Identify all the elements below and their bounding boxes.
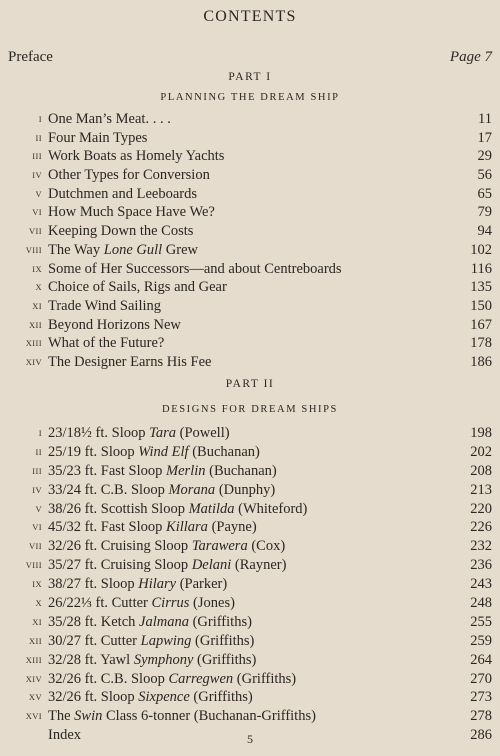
entry-title-part: (Cox) <box>247 538 286 555</box>
entry-title-part: 30/27 ft. Cutter <box>48 632 141 649</box>
entry-title-part: Trade Wind Sailing <box>48 297 162 314</box>
entry-page: 202 <box>470 443 492 460</box>
toc-entry <box>0 651 500 670</box>
page-title: CONTENTS <box>203 8 297 25</box>
entry-title-italic: Carregwen <box>168 670 234 687</box>
entry-page: 248 <box>470 595 492 612</box>
entry-title-italic: Lapwing <box>140 632 192 649</box>
entry-page: 273 <box>470 689 492 706</box>
entry-title-part: 32/26 ft. Cruising Sloop <box>48 538 192 555</box>
entry-title-part: 25/19 ft. Sloop <box>48 443 139 460</box>
entry-title-part: 35/27 ft. Cruising Sloop <box>48 557 192 574</box>
entry-title-part: (Jones) <box>189 595 235 612</box>
entry-title-italic: Tara <box>149 425 176 441</box>
entry-page: 11 <box>478 111 492 127</box>
entry-title-part: 35/23 ft. Fast Sloop <box>48 462 167 479</box>
entry-title-part: 33/24 ft. C.B. Sloop <box>48 481 169 498</box>
entry-title-italic: Swin <box>74 708 103 725</box>
toc-entry <box>0 222 500 241</box>
entry-title <box>48 688 253 707</box>
entry-title <box>48 260 342 279</box>
chapter-numeral: V <box>35 503 42 514</box>
entry-title-part: (Buchanan) <box>205 462 277 479</box>
entry-title-part: Grew <box>162 241 198 258</box>
toc-entry <box>0 481 500 500</box>
toc-entry <box>0 518 500 537</box>
entry-title-part: (Griffiths) <box>193 651 257 668</box>
entry-title <box>48 147 224 166</box>
entry-title-part: (Powell) <box>176 425 230 441</box>
toc-entry <box>0 424 500 443</box>
toc-entry <box>0 147 500 166</box>
chapter-numeral: XIII <box>25 338 42 349</box>
toc-entry <box>0 203 500 222</box>
entry-page: 259 <box>470 632 492 649</box>
chapter-numeral: IV <box>32 484 42 495</box>
entry-title-italic: Cirrus <box>151 595 190 612</box>
entry-page: 186 <box>470 353 492 370</box>
entry-title <box>48 129 147 148</box>
entry-page: 232 <box>470 538 492 555</box>
entry-page: 255 <box>470 613 492 630</box>
entry-page: 286 <box>470 727 492 744</box>
entry-title-italic: Symphony <box>133 651 194 668</box>
entry-page: 213 <box>470 481 492 498</box>
chapter-numeral: I <box>38 428 42 438</box>
toc-entry <box>0 166 500 185</box>
chapter-numeral: IV <box>32 170 42 181</box>
toc-entry <box>0 316 500 335</box>
entry-title <box>48 651 256 670</box>
chapter-numeral: IX <box>32 579 42 590</box>
entry-title-italic: Matilda <box>188 500 235 517</box>
chapter-numeral: XVI <box>25 711 42 722</box>
toc-entry <box>0 688 500 707</box>
toc-entry <box>0 353 500 372</box>
toc-entry <box>0 594 500 613</box>
entry-title <box>48 670 296 689</box>
entry-title-part: 35/28 ft. Ketch <box>48 613 140 630</box>
entry-page: 150 <box>470 297 492 314</box>
chapter-numeral: V <box>35 188 42 199</box>
entry-title <box>48 707 316 726</box>
entry-title-part: Four Main Types <box>48 129 148 146</box>
toc-entry <box>0 462 500 481</box>
entry-title-part: 45/32 ft. Fast Sloop <box>48 519 167 536</box>
chapter-numeral: VII <box>29 541 42 552</box>
toc-entry <box>0 278 500 297</box>
entry-title-part: The Designer Earns His Fee <box>48 353 212 370</box>
part2-heading: PART II <box>225 378 275 390</box>
entry-title-italic: Killara <box>166 519 208 536</box>
entry-title-part: (Griffiths) <box>188 613 252 630</box>
entry-title-part: Class 6-tonner (Buchanan-Griffiths) <box>102 708 316 725</box>
entry-title-part: Work Boats as Homely Yachts <box>48 148 225 165</box>
entry-page: 178 <box>470 335 492 352</box>
entry-title-italic: Jalmana <box>139 613 189 630</box>
entry-title-italic: Hilary <box>138 576 177 593</box>
entry-title <box>48 316 181 335</box>
chapter-numeral: X <box>35 598 42 609</box>
entry-title <box>48 594 235 613</box>
chapter-numeral: VI <box>32 207 42 218</box>
entry-title-part: Beyond Horizons New <box>48 316 181 333</box>
toc-entry <box>0 334 500 353</box>
chapter-numeral: XII <box>29 635 42 646</box>
entry-title-part: (Griffiths) <box>191 632 255 649</box>
chapter-numeral: I <box>38 114 42 124</box>
entry-title <box>48 462 277 481</box>
toc-entry <box>0 670 500 689</box>
toc-entry <box>0 575 500 594</box>
toc-entry <box>0 260 500 279</box>
chapter-numeral: III <box>32 151 42 162</box>
entry-title-part: 38/26 ft. Scottish Sloop <box>48 500 189 517</box>
toc-entry <box>0 110 500 129</box>
entry-title-part: (Griffiths) <box>189 689 253 706</box>
part1-entry-list <box>0 110 500 372</box>
preface-label: Preface <box>8 49 53 65</box>
entry-title-part: 26/22⅓ ft. Cutter <box>48 595 152 612</box>
entry-title <box>48 500 307 519</box>
chapter-numeral: X <box>35 282 42 293</box>
entry-title-part: How Much Space Have We? <box>48 204 215 221</box>
entry-page: 167 <box>470 316 492 333</box>
entry-title-part: (Buchanan) <box>188 443 260 460</box>
entry-title <box>48 166 210 185</box>
entry-title-part: Keeping Down the Costs <box>48 223 194 240</box>
entry-title-part: (Payne) <box>207 519 257 536</box>
entry-title <box>48 222 193 241</box>
entry-title-italic: Morana <box>168 481 216 498</box>
part2-entry-list <box>0 424 500 745</box>
chapter-numeral: XIV <box>25 356 42 367</box>
chapter-numeral: VIII <box>25 560 42 571</box>
entry-page: 198 <box>470 425 492 441</box>
entry-page: 94 <box>477 223 492 240</box>
entry-title <box>48 241 198 260</box>
entry-title-part: 32/26 ft. Sloop <box>48 689 139 706</box>
entry-title <box>48 575 227 594</box>
chapter-numeral: VII <box>29 226 42 237</box>
part1-subheading: PLANNING THE DREAM SHIP <box>160 92 340 103</box>
entry-title <box>48 278 227 297</box>
entry-page: 264 <box>470 651 492 668</box>
entry-title-part: (Rayner) <box>231 557 287 574</box>
toc-entry <box>0 185 500 204</box>
entry-title-part: (Dunphy) <box>215 481 276 498</box>
entry-page: 29 <box>477 148 492 165</box>
entry-title-italic: Merlin <box>166 462 206 479</box>
entry-title <box>48 518 257 537</box>
chapter-numeral: XIII <box>25 654 42 665</box>
toc-entry <box>0 537 500 556</box>
preface-page: Page 7 <box>449 49 492 65</box>
toc-entry <box>0 707 500 726</box>
part2-subheading: DESIGNS FOR DREAM SHIPS <box>162 404 338 415</box>
toc-entry <box>0 556 500 575</box>
chapter-numeral: XI <box>32 300 42 311</box>
entry-page: 220 <box>470 500 492 517</box>
chapter-numeral: VI <box>32 522 42 533</box>
preface-entry <box>8 49 492 67</box>
entry-page: 270 <box>470 670 492 687</box>
entry-page: 116 <box>470 260 492 277</box>
entry-title-part: Index <box>48 727 82 744</box>
entry-page: 236 <box>470 557 492 574</box>
entry-title <box>48 556 286 575</box>
entry-title-italic: Sixpence <box>138 689 190 706</box>
entry-page: 65 <box>477 185 492 202</box>
entry-title-part: The <box>48 708 75 725</box>
entry-title <box>48 481 275 500</box>
entry-title <box>48 353 211 372</box>
entry-title-part: (Parker) <box>176 576 228 593</box>
entry-title-part: The Way <box>48 241 104 258</box>
toc-entry <box>0 500 500 519</box>
entry-title-part: 38/27 ft. Sloop <box>48 576 139 593</box>
entry-title-part: 32/28 ft. Yawl <box>48 651 134 668</box>
entry-title-italic: Lone Gull <box>103 241 163 258</box>
entry-title <box>48 334 164 353</box>
chapter-numeral: IX <box>32 263 42 274</box>
chapter-numeral: VIII <box>25 244 42 255</box>
entry-title <box>48 297 161 316</box>
entry-title-part: 32/26 ft. C.B. Sloop <box>48 670 169 687</box>
entry-page: 226 <box>470 519 492 536</box>
toc-entry <box>0 613 500 632</box>
entry-title <box>48 613 252 632</box>
toc-entry <box>0 443 500 462</box>
entry-title-part: Some of Her Successors—and about Centreboards <box>48 260 342 277</box>
toc-entry <box>0 241 500 260</box>
entry-title-part: Dutchmen and Leeboards <box>48 185 197 202</box>
entry-title <box>48 632 254 651</box>
entry-page: 208 <box>470 462 492 479</box>
chapter-numeral: XII <box>29 319 42 330</box>
part1-heading: PART I <box>228 71 272 83</box>
entry-page: 56 <box>477 167 492 184</box>
entry-title <box>48 443 260 462</box>
entry-title-part: Other Types for Conversion <box>48 167 210 184</box>
entry-title-part: What of the Future? <box>48 335 165 352</box>
entry-page: 17 <box>477 129 492 146</box>
toc-entry <box>0 632 500 651</box>
entry-page: 243 <box>470 576 492 593</box>
entry-page: 79 <box>477 204 492 221</box>
entry-title <box>48 203 215 222</box>
chapter-numeral: XV <box>28 692 42 703</box>
entry-title-italic: Delani <box>191 557 232 574</box>
entry-page: 278 <box>470 708 492 725</box>
page-number: 5 <box>247 732 253 746</box>
entry-title-part: (Whiteford) <box>234 500 308 517</box>
chapter-numeral: XI <box>32 616 42 627</box>
entry-title-part: (Griffiths) <box>233 670 297 687</box>
entry-title-italic: Tarawera <box>191 538 248 555</box>
chapter-numeral: II <box>35 446 42 457</box>
entry-title-italic: Wind Elf <box>138 443 189 460</box>
entry-title-part: One Man’s Meat. . . . <box>48 111 171 127</box>
toc-entry <box>0 129 500 148</box>
chapter-numeral: III <box>32 465 42 476</box>
entry-title <box>48 424 230 443</box>
entry-title-part: 23/18½ ft. Sloop <box>48 425 150 441</box>
entry-title <box>48 110 171 129</box>
toc-entry <box>0 297 500 316</box>
entry-page: 135 <box>470 279 492 296</box>
entry-title <box>48 537 285 556</box>
entry-page: 102 <box>470 241 492 258</box>
chapter-numeral: XIV <box>25 673 42 684</box>
entry-title-part: Choice of Sails, Rigs and Gear <box>48 279 227 296</box>
chapter-numeral: II <box>35 132 42 143</box>
entry-title <box>48 185 197 204</box>
